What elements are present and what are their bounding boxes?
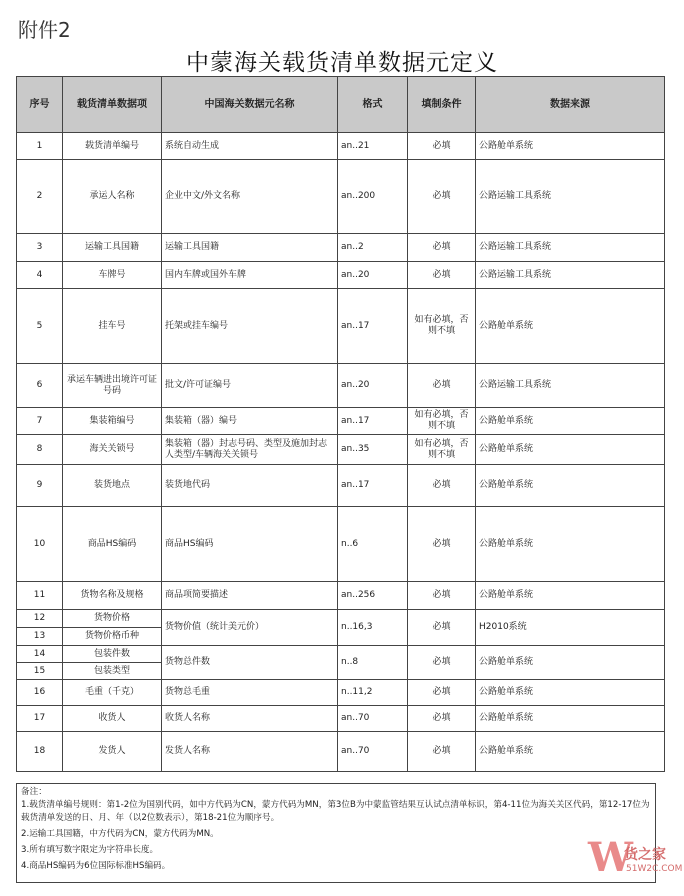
row-item: 承运人名称 [63, 160, 162, 234]
row-format: an..70 [338, 706, 408, 732]
header-condition: 填制条件 [408, 77, 476, 133]
row-no: 15 [17, 663, 63, 680]
row-condition: 必填 [408, 507, 476, 582]
watermark-logo [588, 834, 684, 894]
row-name: 系统自动生成 [162, 133, 338, 160]
row-format: an..17 [338, 465, 408, 507]
row-no: 13 [17, 628, 63, 646]
row-format: an..35 [338, 435, 408, 465]
row-source: 公路舱单系统 [476, 507, 665, 582]
row-name: 集装箱（器）封志号码、类型及施加封志人类型/车辆海关关锁号 [162, 435, 338, 465]
row-no: 8 [17, 435, 63, 465]
row-no: 7 [17, 408, 63, 435]
row-source: 公路舱单系统 [476, 646, 665, 680]
row-source: 公路运输工具系统 [476, 234, 665, 262]
row-source: 公路舱单系统 [476, 133, 665, 160]
row-condition: 如有必填，否则不填 [408, 408, 476, 435]
data-element-table [16, 76, 665, 772]
document-title: 中蒙海关载货清单数据元定义 [186, 50, 498, 76]
row-no: 1 [17, 133, 63, 160]
row-item: 车牌号 [63, 262, 162, 289]
table-row [17, 160, 665, 234]
row-name: 收货人名称 [162, 706, 338, 732]
row-format: an..17 [338, 289, 408, 364]
note-item: 2.运输工具国籍，中方代码为CN，蒙方代码为MN。 [21, 829, 219, 839]
row-format: n..8 [338, 646, 408, 680]
row-no: 6 [17, 364, 63, 408]
row-no: 12 [17, 610, 63, 628]
table-row [17, 408, 665, 435]
row-source: 公路舱单系统 [476, 435, 665, 465]
table-row [17, 465, 665, 507]
note-item: 3.所有填写数字限定为字符串长度。 [21, 845, 159, 855]
row-condition: 必填 [408, 234, 476, 262]
table-row [17, 680, 665, 706]
row-no: 9 [17, 465, 63, 507]
row-name: 运输工具国籍 [162, 234, 338, 262]
row-condition: 必填 [408, 680, 476, 706]
header-item: 载货清单数据项 [63, 77, 162, 133]
table-row [17, 234, 665, 262]
row-source: 公路运输工具系统 [476, 262, 665, 289]
row-name: 货物总毛重 [162, 680, 338, 706]
note-item: 1.载货清单编号规则：第1-2位为国别代码，如中方代码为CN，蒙方代码为MN，第3位B为中蒙监管结果互认试点清单标识，第4-11位为海关关区代码，第12-17位为载货清单发送的日、月、年（以2位数表示），第18-21位为顺序号。 [21, 800, 650, 823]
row-item: 承运车辆进出境许可证号码 [63, 364, 162, 408]
row-no: 11 [17, 582, 63, 610]
row-format: an..20 [338, 262, 408, 289]
row-format: an..17 [338, 408, 408, 435]
row-condition: 如有必填，否则不填 [408, 289, 476, 364]
row-name: 托架或挂车编号 [162, 289, 338, 364]
row-item: 货物价格币种 [63, 628, 162, 646]
row-condition: 必填 [408, 732, 476, 772]
row-format: n..16,3 [338, 610, 408, 646]
table-row [17, 610, 665, 628]
row-source: H2010系统 [476, 610, 665, 646]
row-format: an..20 [338, 364, 408, 408]
row-name: 国内车牌或国外车牌 [162, 262, 338, 289]
header-source: 数据来源 [476, 77, 665, 133]
row-item: 挂车号 [63, 289, 162, 364]
row-format: an..200 [338, 160, 408, 234]
watermark-logo-url: 51W2C.COM [626, 864, 683, 874]
attachment-label: 附件2 [18, 18, 71, 42]
row-source: 公路舱单系统 [476, 732, 665, 772]
header-format: 格式 [338, 77, 408, 133]
table-row [17, 133, 665, 160]
row-format: an..21 [338, 133, 408, 160]
row-no: 10 [17, 507, 63, 582]
row-condition: 必填 [408, 465, 476, 507]
row-source: 公路舱单系统 [476, 582, 665, 610]
row-format: an..70 [338, 732, 408, 772]
table-row [17, 706, 665, 732]
row-no: 5 [17, 289, 63, 364]
row-name: 批文/许可证编号 [162, 364, 338, 408]
row-item: 收货人 [63, 706, 162, 732]
row-condition: 必填 [408, 364, 476, 408]
notes-heading: 备注： [21, 787, 47, 797]
row-no: 16 [17, 680, 63, 706]
row-no: 2 [17, 160, 63, 234]
row-source: 公路运输工具系统 [476, 160, 665, 234]
row-condition: 如有必填，否则不填 [408, 435, 476, 465]
row-name: 集装箱（器）编号 [162, 408, 338, 435]
row-format: an..256 [338, 582, 408, 610]
row-item: 运输工具国籍 [63, 234, 162, 262]
row-format: n..6 [338, 507, 408, 582]
row-condition: 必填 [408, 646, 476, 680]
row-name: 发货人名称 [162, 732, 338, 772]
row-no: 3 [17, 234, 63, 262]
table-row [17, 435, 665, 465]
table-row [17, 289, 665, 364]
watermark-logo-name: 货之家 [624, 847, 666, 863]
row-name: 企业中文/外文名称 [162, 160, 338, 234]
row-source: 公路舱单系统 [476, 680, 665, 706]
header-no: 序号 [17, 77, 63, 133]
row-condition: 必填 [408, 582, 476, 610]
row-item: 商品HS编码 [63, 507, 162, 582]
row-source: 公路运输工具系统 [476, 364, 665, 408]
table-row [17, 507, 665, 582]
row-source: 公路舱单系统 [476, 408, 665, 435]
row-condition: 必填 [408, 262, 476, 289]
row-format: n..11,2 [338, 680, 408, 706]
row-name: 货物价值（统计美元价） [162, 610, 338, 646]
row-item: 包装件数 [63, 646, 162, 663]
note-item: 4.商品HS编码为6位国际标准HS编码。 [21, 861, 171, 871]
row-format: an..2 [338, 234, 408, 262]
row-item: 集装箱编号 [63, 408, 162, 435]
row-condition: 必填 [408, 160, 476, 234]
table-row [17, 262, 665, 289]
row-name: 装货地代码 [162, 465, 338, 507]
row-no: 18 [17, 732, 63, 772]
table-header-row [17, 77, 665, 133]
row-item: 载货清单编号 [63, 133, 162, 160]
row-item: 海关关锁号 [63, 435, 162, 465]
table-row [17, 364, 665, 408]
row-source: 公路舱单系统 [476, 289, 665, 364]
row-item: 包装类型 [63, 663, 162, 680]
row-item: 发货人 [63, 732, 162, 772]
row-name: 货物总件数 [162, 646, 338, 680]
row-item: 毛重（千克） [63, 680, 162, 706]
row-condition: 必填 [408, 610, 476, 646]
row-no: 17 [17, 706, 63, 732]
table-row [17, 732, 665, 772]
row-condition: 必填 [408, 706, 476, 732]
notes-section [16, 783, 656, 883]
row-name: 商品项简要描述 [162, 582, 338, 610]
row-source: 公路舱单系统 [476, 465, 665, 507]
table-row [17, 582, 665, 610]
row-item: 货物名称及规格 [63, 582, 162, 610]
row-item: 装货地点 [63, 465, 162, 507]
watermark-logo-mark: W [588, 834, 633, 881]
row-no: 14 [17, 646, 63, 663]
row-no: 4 [17, 262, 63, 289]
row-name: 商品HS编码 [162, 507, 338, 582]
row-item: 货物价格 [63, 610, 162, 628]
table-row [17, 646, 665, 663]
row-source: 公路舱单系统 [476, 706, 665, 732]
row-condition: 必填 [408, 133, 476, 160]
header-name: 中国海关数据元名称 [162, 77, 338, 133]
